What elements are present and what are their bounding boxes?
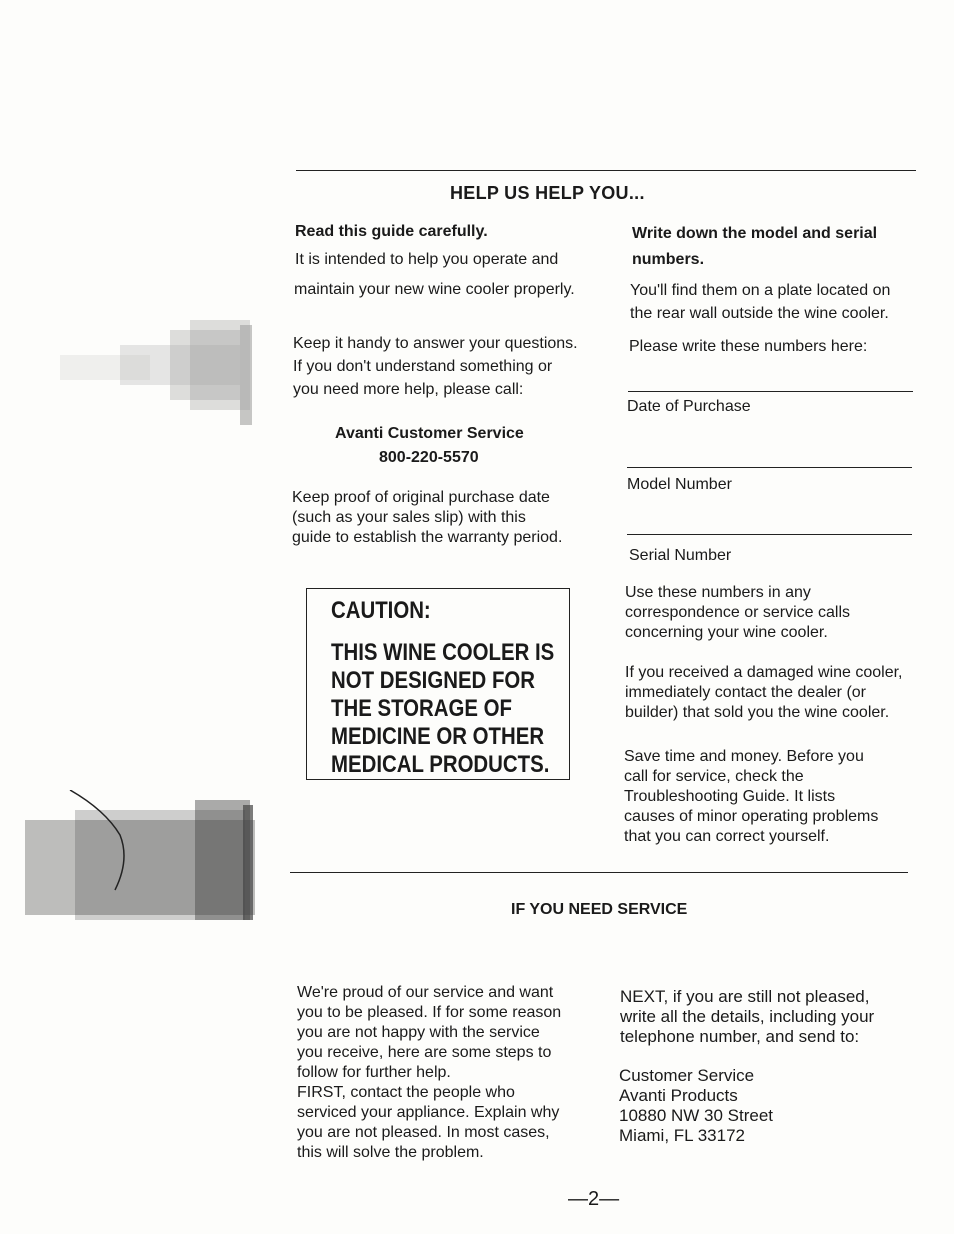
service-left-paragraph (297, 983, 561, 1163)
service-left-line: you to be pleased. If for some reason (297, 1004, 562, 1021)
save-time-line: Save time and money. Before you (624, 748, 864, 765)
proof-line: guide to establish the warranty period. (292, 529, 563, 546)
use-numbers-line: concerning your wine cooler. (625, 624, 828, 641)
save-time-line: Troubleshooting Guide. It lists (624, 788, 836, 805)
top-rule (296, 170, 916, 171)
damaged-line: builder) that sold you the wine cooler. (625, 704, 890, 721)
address-line: Miami, FL 33172 (619, 1126, 745, 1145)
service-left-line: follow for further help. (297, 1064, 451, 1081)
service-section-title: IF YOU NEED SERVICE (511, 901, 688, 918)
keep-handy-line: If you don't understand something or (293, 358, 553, 375)
please-write-line: Please write these numbers here: (629, 338, 868, 355)
damaged-line: If you received a damaged wine cooler, (625, 664, 903, 681)
service-right-line: telephone number, and send to: (620, 1027, 860, 1046)
proof-line: Keep proof of original purchase date (292, 489, 550, 506)
serial-number-line (627, 534, 912, 535)
help-section-title: HELP US HELP YOU... (450, 183, 645, 203)
model-number-label: Model Number (627, 476, 732, 493)
service-left-line: We're proud of our service and want (297, 984, 554, 1001)
read-guide-heading: Read this guide carefully. (295, 223, 488, 240)
caution-line: NOT DESIGNED FOR (331, 667, 536, 694)
caution-line: THE STORAGE OF (331, 695, 512, 722)
caution-body (331, 639, 561, 779)
caution-line: THIS WINE COOLER IS (331, 639, 555, 666)
read-guide-line: It is intended to help you operate and (295, 251, 559, 268)
date-of-purchase-line (628, 391, 913, 392)
caution-line: MEDICINE OR OTHER (331, 723, 545, 750)
customer-service-phone: 800-220-5570 (379, 449, 479, 466)
service-left-line: you are not pleased. In most cases, (297, 1124, 550, 1141)
service-left-line: serviced your appliance. Explain why (297, 1104, 560, 1121)
use-numbers-line: correspondence or service calls (625, 604, 850, 621)
customer-service-name: Avanti Customer Service (335, 425, 524, 442)
save-time-line: call for service, check the (624, 768, 804, 785)
scan-noise-bottom (15, 790, 260, 930)
caution-title: CAUTION: (331, 597, 431, 624)
keep-handy-line: Keep it handy to answer your questions. (293, 335, 578, 352)
caution-line: MEDICAL PRODUCTS. (331, 751, 550, 778)
read-guide-line: maintain your new wine cooler properly. (294, 281, 575, 298)
model-number-line (627, 467, 912, 468)
find-plate-line: You'll find them on a plate located on (630, 282, 891, 299)
keep-handy-line: you need more help, please call: (293, 381, 524, 398)
address-line: Customer Service (619, 1066, 755, 1085)
address-line: Avanti Products (619, 1086, 738, 1105)
service-left-line: FIRST, contact the people who (297, 1084, 515, 1101)
service-left-line: you are not happy with the service (297, 1024, 540, 1041)
page-number: —2— (568, 1188, 620, 1210)
mailing-address (619, 1066, 773, 1146)
use-numbers-line: Use these numbers in any (625, 584, 811, 601)
serial-number-label: Serial Number (629, 547, 732, 564)
save-time-line: that you can correct yourself. (624, 828, 830, 845)
write-down-heading: numbers. (632, 251, 705, 268)
service-right-line: NEXT, if you are still not pleased, (620, 987, 870, 1006)
service-right-line: write all the details, including your (620, 1007, 875, 1026)
save-time-line: causes of minor operating problems (624, 808, 879, 825)
caution-box (306, 588, 570, 780)
damaged-line: immediately contact the dealer (or (625, 684, 866, 701)
address-line: 10880 NW 30 Street (619, 1106, 774, 1125)
service-rule (290, 872, 908, 873)
proof-line: (such as your sales slip) with this (292, 509, 526, 526)
service-left-line: this will solve the problem. (297, 1144, 484, 1161)
date-of-purchase-label: Date of Purchase (627, 398, 751, 415)
write-down-heading: Write down the model and serial (632, 225, 878, 242)
find-plate-line: the rear wall outside the wine cooler. (630, 305, 889, 322)
scan-noise-top (20, 300, 260, 430)
service-left-line: you receive, here are some steps to (297, 1044, 552, 1061)
service-right-paragraph (620, 987, 874, 1047)
